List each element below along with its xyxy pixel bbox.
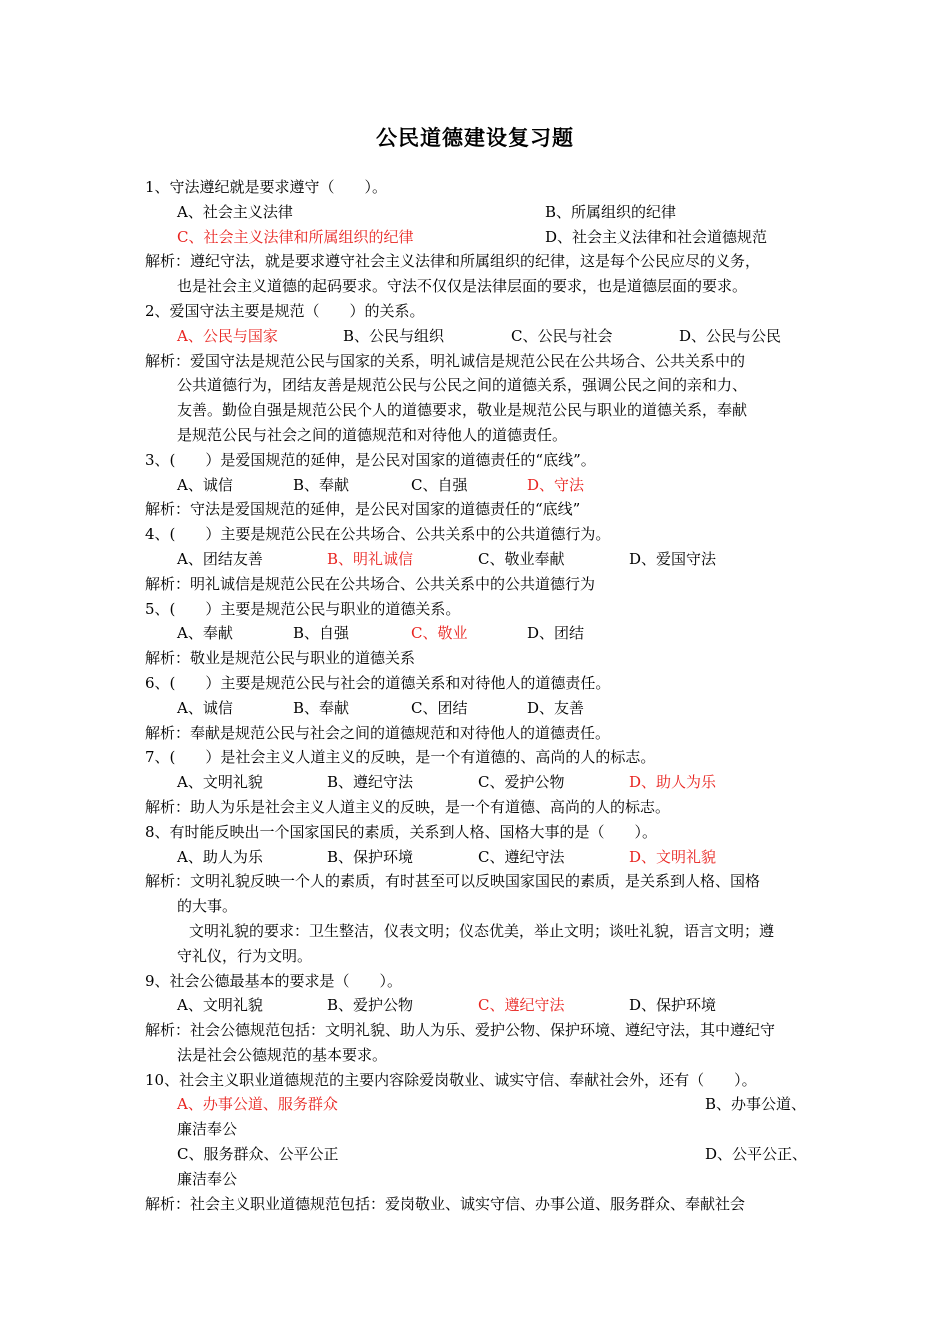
- q1-option-d: D、社会主义法律和社会道德规范: [545, 227, 768, 246]
- page-title: 公民道德建设复习题: [376, 126, 574, 150]
- q7-option-d-answer: D、助人为乐: [629, 773, 717, 792]
- q6-analysis-line-1: 解析：奉献是规范公民与社会之间的道德规范和对待他人的道德责任。: [145, 723, 611, 742]
- q2-analysis-line-4: 是规范公民与社会之间的道德规范和对待他人的道德责任。: [177, 425, 568, 444]
- q5-option-b: B、自强: [293, 624, 350, 643]
- question-2: 2、爱国守法主要是规范（ ）的关系。: [145, 301, 425, 320]
- q10-option-d: D、公平公正、: [705, 1145, 808, 1164]
- question-4: 4、( ）主要是规范公民在公共场合、公共关系中的公共道德行为。: [145, 525, 611, 544]
- q1-option-a: A、社会主义法律: [177, 202, 293, 221]
- q2-option-c: C、公民与社会: [511, 326, 613, 345]
- q7-analysis-line-1: 解析：助人为乐是社会主义人道主义的反映，是一个有道德、高尚的人的标志。: [145, 797, 671, 816]
- q5-analysis-line-1: 解析：敬业是规范公民与职业的道德关系: [145, 649, 416, 668]
- q9-option-c-answer: C、遵纪守法: [478, 996, 565, 1015]
- q8-option-d-answer: D、文明礼貌: [629, 847, 717, 866]
- q6-options-row: [145, 696, 810, 721]
- q4-option-a: A、团结友善: [177, 549, 263, 568]
- q1-options-row-1: [145, 200, 810, 225]
- q2-option-a-answer: A、公民与国家: [177, 326, 278, 345]
- q10-option-a-answer: A、办事公道、服务群众: [177, 1095, 338, 1114]
- q4-option-c: C、敬业奉献: [478, 549, 565, 568]
- q7-option-c: C、爱护公物: [478, 773, 565, 792]
- q5-option-d: D、团结: [527, 624, 585, 643]
- q1-options-row-2: [145, 225, 810, 250]
- q3-option-b: B、奉献: [293, 475, 350, 494]
- q2-analysis-line-2: 公共道德行为，团结友善是规范公民与公民之间的道德关系，强调公民之间的亲和力、: [177, 376, 748, 395]
- q4-options-row: [145, 547, 810, 572]
- q7-option-a: A、文明礼貌: [177, 773, 263, 792]
- question-8: 8、有时能反映出一个国家国民的素质，关系到人格、国格大事的是（ ）。: [145, 822, 658, 841]
- q6-option-b: B、奉献: [293, 698, 350, 717]
- q2-analysis-line-1: 解析：爱国守法是规范公民与国家的关系，明礼诚信是规范公民在公共场合、公共关系中的: [145, 351, 746, 370]
- q8-option-b: B、保护环境: [327, 847, 414, 866]
- q10-options-row-2: [145, 1142, 810, 1167]
- question-3: 3、( ）是爱国规范的延伸，是公民对国家的道德责任的“底线”。: [145, 450, 596, 469]
- q10-options-row-1: [145, 1092, 810, 1117]
- q1-option-b: B、所属组织的纪律: [545, 202, 677, 221]
- q8-options-row: [145, 845, 810, 870]
- q2-analysis-line-3: 友善。勤俭自强是规范公民个人的道德要求，敬业是规范公民与职业的道德关系，奉献: [177, 401, 748, 420]
- q4-analysis-line-1: 解析：明礼诚信是规范公民在公共场合、公共关系中的公共道德行为: [145, 574, 596, 593]
- q7-option-b: B、遵纪守法: [327, 773, 414, 792]
- q9-option-a: A、文明礼貌: [177, 996, 263, 1015]
- q2-options-row: [145, 324, 810, 349]
- q6-option-d: D、友善: [527, 698, 585, 717]
- q9-options-row: [145, 993, 810, 1018]
- q9-option-d: D、保护环境: [629, 996, 717, 1015]
- q8-option-a: A、助人为乐: [177, 847, 263, 866]
- q10-analysis-line-1: 解析：社会主义职业道德规范包括：爱岗敬业、诚实守信、办事公道、服务群众、奉献社会: [145, 1194, 746, 1213]
- q10-option-b: B、办事公道、: [705, 1095, 807, 1114]
- question-5: 5、( ）主要是规范公民与职业的道德关系。: [145, 599, 461, 618]
- q1-option-c-answer: C、社会主义法律和所属组织的纪律: [177, 227, 414, 246]
- q9-analysis-line-1: 解析：社会公德规范包括：文明礼貌、助人为乐、爱护公物、保护环境、遵纪守法，其中遵纪守: [145, 1021, 776, 1040]
- q8-option-c: C、遵纪守法: [478, 847, 565, 866]
- q5-option-c-answer: C、敬业: [411, 624, 468, 643]
- q6-option-c: C、团结: [411, 698, 468, 717]
- question-9: 9、社会公德最基本的要求是（ ）。: [145, 971, 403, 990]
- q1-analysis-line-1: 解析：遵纪守法，就是要求遵守社会主义法律和所属组织的纪律，这是每个公民应尽的义务，: [145, 252, 761, 271]
- q10-option-c: C、服务群众、公平公正: [177, 1145, 339, 1164]
- question-10: 10、社会主义职业道德规范的主要内容除爱岗敬业、诚实守信、奉献社会外，还有（ ）。: [145, 1070, 757, 1089]
- q4-option-d: D、爱国守法: [629, 549, 717, 568]
- q3-option-a: A、诚信: [177, 475, 233, 494]
- q2-option-b: B、公民与组织: [343, 326, 445, 345]
- q3-analysis-line-1: 解析：守法是爱国规范的延伸，是公民对国家的道德责任的“底线”: [145, 500, 581, 519]
- q7-options-row: [145, 770, 810, 795]
- q8-analysis-line-2: 的大事。: [177, 897, 238, 916]
- q10-option-d-cont: 廉洁奉公: [177, 1169, 238, 1188]
- q3-options-row: [145, 473, 810, 498]
- q8-analysis-line-4: 守礼仪，行为文明。: [177, 946, 313, 965]
- q1-analysis-line-2: 也是社会主义道德的起码要求。守法不仅仅是法律层面的要求，也是道德层面的要求。: [177, 277, 748, 296]
- q8-analysis-line-1: 解析：文明礼貌反映一个人的素质，有时甚至可以反映国家国民的素质，是关系到人格、国格: [145, 872, 761, 891]
- q10-option-b-cont: 廉洁奉公: [177, 1120, 238, 1139]
- q3-option-c: C、自强: [411, 475, 468, 494]
- q9-analysis-line-2: 法是社会公德规范的基本要求。: [177, 1045, 388, 1064]
- q3-option-d-answer: D、守法: [527, 475, 585, 494]
- q2-option-d: D、公民与公民: [679, 326, 782, 345]
- question-1: 1、守法遵纪就是要求遵守（ ）。: [145, 178, 388, 196]
- question-6: 6、( ）主要是规范公民与社会的道德关系和对待他人的道德责任。: [145, 673, 611, 692]
- question-7: 7、( ）是社会主义人道主义的反映，是一个有道德的、高尚的人的标志。: [145, 748, 656, 767]
- q5-option-a: A、奉献: [177, 624, 233, 643]
- q4-option-b-answer: B、明礼诚信: [327, 549, 414, 568]
- question-list: [145, 175, 810, 1216]
- q8-analysis-line-3: 文明礼貌的要求：卫生整洁，仪表文明；仪态优美，举止文明；谈吐礼貌，语言文明；遵: [189, 921, 775, 940]
- q9-option-b: B、爱护公物: [327, 996, 414, 1015]
- q6-option-a: A、诚信: [177, 698, 233, 717]
- q5-options-row: [145, 621, 810, 646]
